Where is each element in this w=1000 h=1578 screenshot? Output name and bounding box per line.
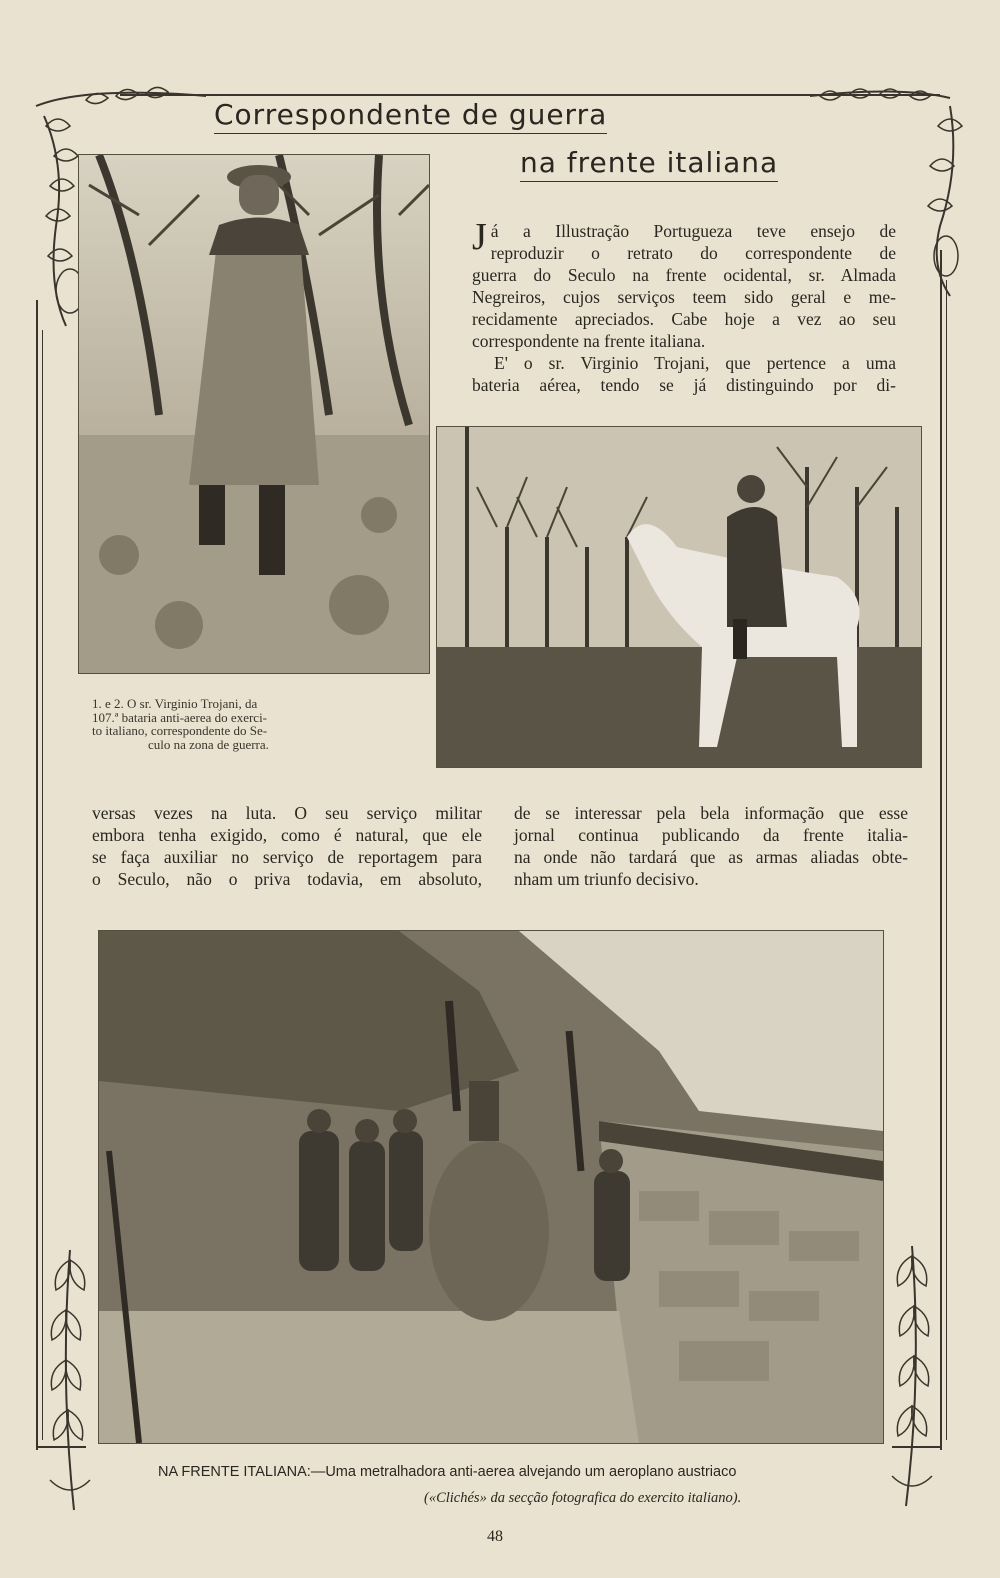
photo-correspondent-on-horse [436,426,922,768]
text-line: jornal continua publicando da frente italia- [514,825,908,845]
photo-caption-1-2 [92,697,269,751]
photo-anti-aircraft-machine-gun [98,930,884,1444]
photo-standing-correspondent [78,154,430,674]
continuation-left-column [92,802,482,890]
continuation-right-column [514,802,908,890]
text-line: guerra do Seculo na frente ocidental, sr. Almada [472,265,896,285]
text-line: recidamente apreciados. Cabe hoje a vez ao seu [472,309,896,329]
caption-line: 1. e 2. O sr. Virginio Trojani, da [92,696,258,711]
text-line: na onde não tardará que as armas aliadas obte- [514,847,908,867]
frame-right-line-inner [946,280,947,1440]
text-line: de se interessar pela bela informação que esse [514,803,908,823]
photo-credit: («Clichés» da secção fotografica do exercito italiano). [424,1490,742,1506]
text-line: correspondente na frente italiana. [472,331,706,351]
text-line: Negreiros, cujos serviços teem sido geral e me- [472,287,896,307]
dropcap-letter: J [472,216,487,258]
caption-line: to italiano, correspondente do Se- [92,723,268,738]
article-title-line2: na frente italiana [520,146,778,182]
text-line: bateria aérea, tendo se já distinguindo por di- [472,375,896,395]
text-line: versas vezes na luta. O seu serviço militar [92,803,482,823]
main-photo-caption: NA FRENTE ITALIANA:—Uma metralhadora anti-aerea alvejando um aeroplano austriaco [158,1464,737,1480]
text-line: o Seculo, não o priva todavia, em absoluto, [92,869,482,889]
text-line: embora tenha exigido, como é natural, que ele [92,825,482,845]
text-line: se faça auxiliar no serviço de reportagem para [92,847,482,867]
caption-line: 107.ª bataria anti-aerea do exerci- [92,709,268,725]
article-title-line1: Correspondente de guerra [214,98,607,134]
bottom-right-laurel-ornament [876,1236,946,1516]
text-line: E' o sr. Virginio Trojani, que pertence a uma [494,353,896,373]
intro-paragraph [472,216,896,396]
text-line: reproduzir o retrato do correspondente de [490,243,896,263]
frame-left-line [36,300,38,1450]
caption-line: culo na zona de guerra. [148,736,269,752]
page-number: 48 [487,1528,503,1545]
text-line: nham um triunfo decisivo. [514,869,699,889]
text-line: á a Illustração Portugueza teve ensejo de [490,221,896,241]
